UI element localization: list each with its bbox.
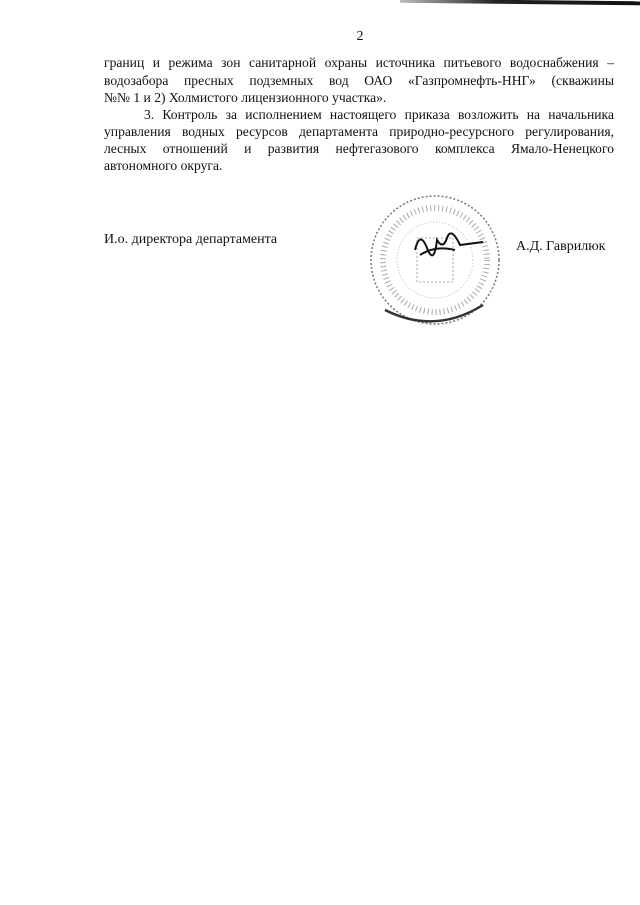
text-line: 3. Контроль за исполнением настоящего приказа возложить на начальника xyxy=(144,107,614,122)
official-seal-stamp xyxy=(365,190,505,330)
text-line: управления водных ресурсов департамента природно-ресурсного регулирования, xyxy=(104,124,614,139)
text-line: лесных отношений и развития нефтегазового комплекса Ямало-Ненецкого xyxy=(104,141,614,156)
text-line: №№ 1 и 2) Холмистого лицензионного участка». xyxy=(104,90,387,105)
text-line: границ и режима зон санитарной охраны источника питьевого водоснабжения – xyxy=(104,55,614,70)
handwritten-signature xyxy=(415,233,483,255)
page-number: 2 xyxy=(356,29,364,44)
signatory-name: А.Д. Гаврилюк xyxy=(516,239,606,254)
text-line: автономного округа. xyxy=(104,158,223,173)
text-line: водозабора пресных подземных вод ОАО «Газпромнефть-ННГ» (скважины xyxy=(104,73,614,88)
scan-edge-mark xyxy=(400,0,640,5)
signatory-position: И.о. директора департамента xyxy=(104,232,278,247)
